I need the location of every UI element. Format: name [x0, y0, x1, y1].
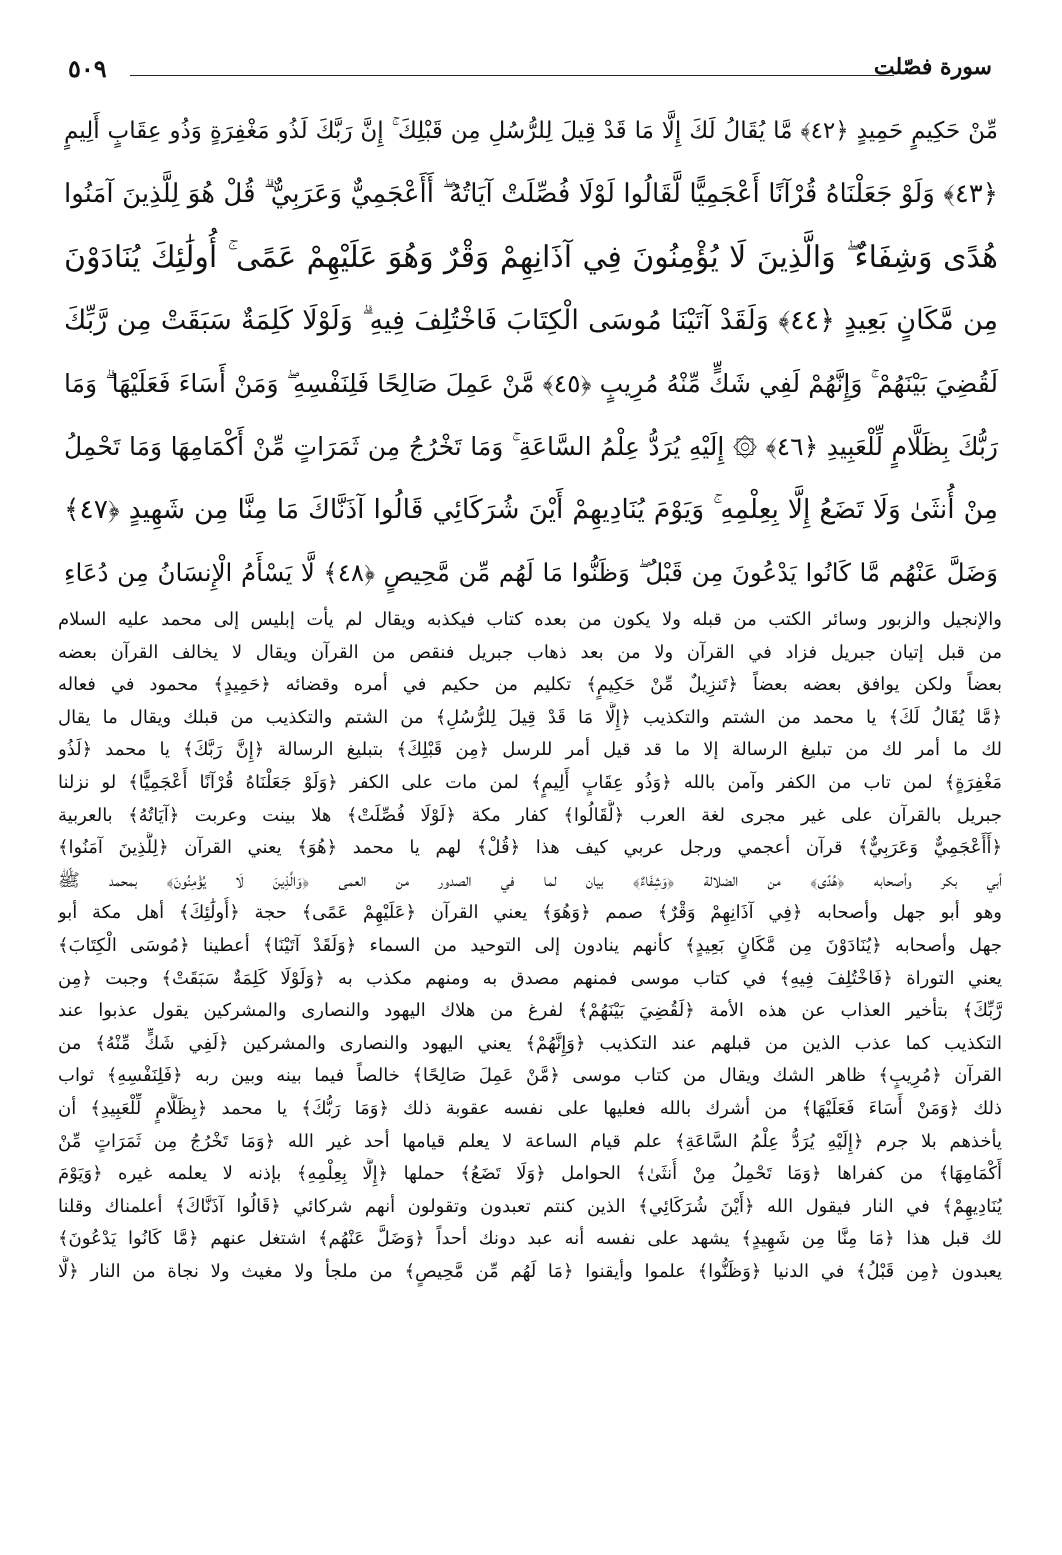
verse-line: مِّنْ حَكِيمٍ حَمِيدٍ ﴿٤٢﴾ مَّا يُقَالُ لَكَ إِلَّا مَا قَدْ قِيلَ لِلرُّسُلِ مِن قَبْلِكَ ۚ إِنَّ رَبَّكَ لَذُو مَغْفِرَةٍ وَذُو عِقَابٍ أَلِيمٍ — [64, 118, 998, 144]
tafsir-line: لك ما أمر لك من تبليغ الرسالة إلا ما قد قيل أمر للرسل ﴿مِن قَبْلِكَ﴾ بتبليغ الرسالة ﴿إِنَّ رَبَّكَ﴾ يا محمد ﴿لَذُو — [58, 739, 1002, 761]
tafsir-line: وهو أبو جهل وأصحابه ﴿فِي آذَانِهِمْ وَقْرٌ﴾ صمم ﴿وَهُوَ﴾ يعني القرآن ﴿عَلَيْهِمْ عَمًى﴾ حجة ﴿أُولَٰئِكَ﴾ أهل مكة أبو — [58, 902, 1002, 924]
page-number: ٥٠٩ — [68, 54, 107, 83]
tafsir-line: ﴿أَأَعْجَمِيٌّ وَعَرَبِيٌّ﴾ قرآن أعجمي ورجل عربي كيف هذا ﴿قُلْ﴾ لهم يا محمد ﴿هُوَ﴾ يعني القرآن ﴿لِلَّذِينَ آمَنُوا﴾ — [58, 837, 1002, 859]
tafsir-line: يأخذهم بلا جرم ﴿إِلَيْهِ يُرَدُّ عِلْمُ السَّاعَةِ﴾ علم قيام الساعة لا يعلم قيامها أحد غير الله ﴿وَمَا تَخْرُجُ مِن ثَمَرَاتٍ مِّنْ — [58, 1130, 1002, 1152]
tafsir-line: يعني التوراة ﴿فَاخْتُلِفَ فِيهِ﴾ في كتاب موسى فمنهم مصدق به ومنهم مكذب به ﴿وَلَوْلَا كَلِمَةٌ سَبَقَتْ﴾ وجبت ﴿مِن — [58, 967, 1002, 989]
verse-line: هُدًى وَشِفَاءٌ ۖ وَالَّذِينَ لَا يُؤْمِنُونَ فِي آذَانِهِمْ وَقْرٌ وَهُوَ عَلَيْهِمْ عَمًى ۚ أُولَٰئِكَ يُنَادَوْنَ — [64, 240, 998, 275]
tafsir-line: جهل وأصحابه ﴿يُنَادَوْنَ مِن مَّكَانٍ بَعِيدٍ﴾ كأنهم ينادون إلى التوحيد من السماء ﴿وَلَقَدْ آتَيْنَا﴾ أعطينا ﴿مُوسَى الْكِتَابَ﴾ — [58, 934, 1002, 956]
verse-line: مِن مَّكَانٍ بَعِيدٍ ﴿٤٤﴾ وَلَقَدْ آتَيْنَا مُوسَى الْكِتَابَ فَاخْتُلِفَ فِيهِ ۗ وَلَوْلَا كَلِمَةٌ سَبَقَتْ مِن رَّبِّكَ — [64, 305, 998, 336]
verse-line: لَقُضِيَ بَيْنَهُمْ ۚ وَإِنَّهُمْ لَفِي شَكٍّ مِّنْهُ مُرِيبٍ ﴿٤٥﴾ مَّنْ عَمِلَ صَالِحًا فَلِنَفْسِهِ ۖ وَمَنْ أَسَاءَ فَعَلَيْهَا ۗ وَمَا — [64, 369, 998, 398]
tafsir-commentary — [58, 604, 1002, 1288]
tafsir-line: القرآن ﴿مُرِيبٍ﴾ ظاهر الشك ويقال من كتاب موسى ﴿مَّنْ عَمِلَ صَالِحًا﴾ خالصاً فيما بينه وبين ربه ﴿فَلِنَفْسِهِ﴾ ثواب — [58, 1065, 1002, 1087]
tafsir-line: لك قبل هذا ﴿مَا مِنَّا مِن شَهِيدٍ﴾ يشهد على نفسه أنه عبد دونك أحداً ﴿وَضَلَّ عَنْهُم﴾ اشتغل عنهم ﴿مَّا كَانُوا يَدْعُونَ﴾ — [58, 1228, 1002, 1250]
tafsir-line: التكذيب كما عذب الذين من قبلهم عند التكذيب ﴿وَإِنَّهُمْ﴾ يعني اليهود والنصارى والمشركين ﴿لَفِي شَكٍّ مِّنْهُ﴾ من — [58, 1032, 1002, 1054]
verse-line: مِنْ أُنثَىٰ وَلَا تَضَعُ إِلَّا بِعِلْمِهِ ۚ وَيَوْمَ يُنَادِيهِمْ أَيْنَ شُرَكَائِي قَالُوا آذَنَّاكَ مَا مِنَّا مِن شَهِيدٍ ﴿٤٧﴾ — [64, 494, 998, 525]
page-header — [68, 54, 992, 84]
tafsir-line: ﴿مَّا يُقَالُ لَكَ﴾ يا محمد من الشتم والتكذيب ﴿إِلَّا مَا قَدْ قِيلَ لِلرُّسُلِ﴾ من الشتم والتكذيب من قبلك ويقال ما يقال — [58, 706, 1002, 728]
tafsir-line: يعبدون ﴿مِن قَبْلُ﴾ في الدنيا ﴿وَظَنُّوا﴾ علموا وأيقنوا ﴿مَا لَهُم مِّن مَّحِيصٍ﴾ من ملجأ ولا مغيث ولا نجاة من النار ﴿لَّا — [58, 1260, 1002, 1282]
surah-title: سورة فصّلت — [873, 54, 992, 80]
verse-line: رَبُّكَ بِظَلَّامٍ لِّلْعَبِيدِ ﴿٤٦﴾ ۞ إِلَيْهِ يُرَدُّ عِلْمُ السَّاعَةِ ۚ وَمَا تَخْرُجُ مِن ثَمَرَاتٍ مِّنْ أَكْمَامِهَا وَمَا تَحْمِلُ — [64, 432, 998, 461]
tafsir-line: والإنجيل والزبور وسائر الكتب من قبله ولا يكون من بعده كتاب فيكذبه ويقال لم يأت إبليس إلى محمد عليه السلام — [58, 609, 1002, 630]
tafsir-line: يُنَادِيهِمْ﴾ في النار فيقول الله ﴿أَيْنَ شُرَكَائِي﴾ الذين كنتم تعبدون وتقولون أنهم شركائي ﴿قَالُوا آذَنَّاكَ﴾ أعلمناك وقلنا — [58, 1195, 1002, 1217]
verse-line: وَضَلَّ عَنْهُم مَّا كَانُوا يَدْعُونَ مِن قَبْلُ ۖ وَظَنُّوا مَا لَهُم مِّن مَّحِيصٍ ﴿٤٨﴾ لَّا يَسْأَمُ الْإِنسَانُ مِن دُعَاءِ — [64, 558, 998, 587]
tafsir-line: ذلك ﴿وَمَنْ أَسَاءَ فَعَلَيْهَا﴾ من أشرك بالله فعليها على نفسه عقوبة ذلك ﴿وَمَا رَبُّكَ﴾ يا محمد ﴿بِظَلَّامٍ لِّلْعَبِيدِ﴾ أن — [58, 1097, 1002, 1119]
quran-verses — [64, 100, 998, 604]
verse-line: ﴿٤٣﴾ وَلَوْ جَعَلْنَاهُ قُرْآنًا أَعْجَمِيًّا لَّقَالُوا لَوْلَا فُصِّلَتْ آيَاتُهُ ۖ أَأَعْجَمِيٌّ وَعَرَبِيٌّ ۗ قُلْ هُوَ لِلَّذِينَ آمَنُوا — [64, 179, 998, 209]
tafsir-line: أَكْمَامِهَا﴾ من كفراها ﴿وَمَا تَحْمِلُ مِنْ أُنثَىٰ﴾ الحوامل ﴿وَلَا تَضَعُ﴾ حملها ﴿إِلَّا بِعِلْمِهِ﴾ بإذنه لا يعلمه غيره ﴿وَيَوْمَ — [58, 1163, 1002, 1185]
tafsir-line: أبي بكر وأصحابه ﴿هُدًى﴾ من الضلالة ﴿وَشِفَاءٌ﴾ بيان لما في الصدور من العمى ﴿وَالَّذِينَ لَا يُؤْمِنُونَ﴾ بمحمد ﷺ — [58, 869, 1002, 891]
tafsir-line: رَّبِّكَ﴾ بتأخير العذاب عن هذه الأمة ﴿لَقُضِيَ بَيْنَهُمْ﴾ لفرغ من هلاك اليهود والنصارى والمشركين يقول عذبوا عند — [58, 1000, 1002, 1022]
tafsir-line: جبريل بالقرآن على غير مجرى لغة العرب ﴿لَّقَالُوا﴾ كفار مكة ﴿لَوْلَا فُصِّلَتْ﴾ هلا بينت وعربت ﴿آيَاتُهُ﴾ بالعربية — [58, 804, 1002, 826]
tafsir-line: بعضاً ولكن يوافق بعضه بعضاً ﴿تَنزِيلٌ مِّنْ حَكِيمٍ﴾ تكليم من حكيم في أمره وقضائه ﴿حَمِيدٍ﴾ محمود في فعاله — [58, 674, 1002, 696]
header-divider — [130, 75, 894, 76]
tafsir-line: مَغْفِرَةٍ﴾ لمن تاب من الكفر وآمن بالله ﴿وَذُو عِقَابٍ أَلِيمٍ﴾ لمن مات على الكفر ﴿وَلَوْ جَعَلْنَاهُ قُرْآنًا أَعْجَمِيًّا﴾ لو نزلنا — [58, 771, 1002, 793]
tafsir-line: من قبل إتيان جبريل فزاد في القرآن ولا من بعد ذهاب جبريل فنقص من القرآن ويقال لا يخالف القرآن بعضه — [58, 641, 1002, 663]
